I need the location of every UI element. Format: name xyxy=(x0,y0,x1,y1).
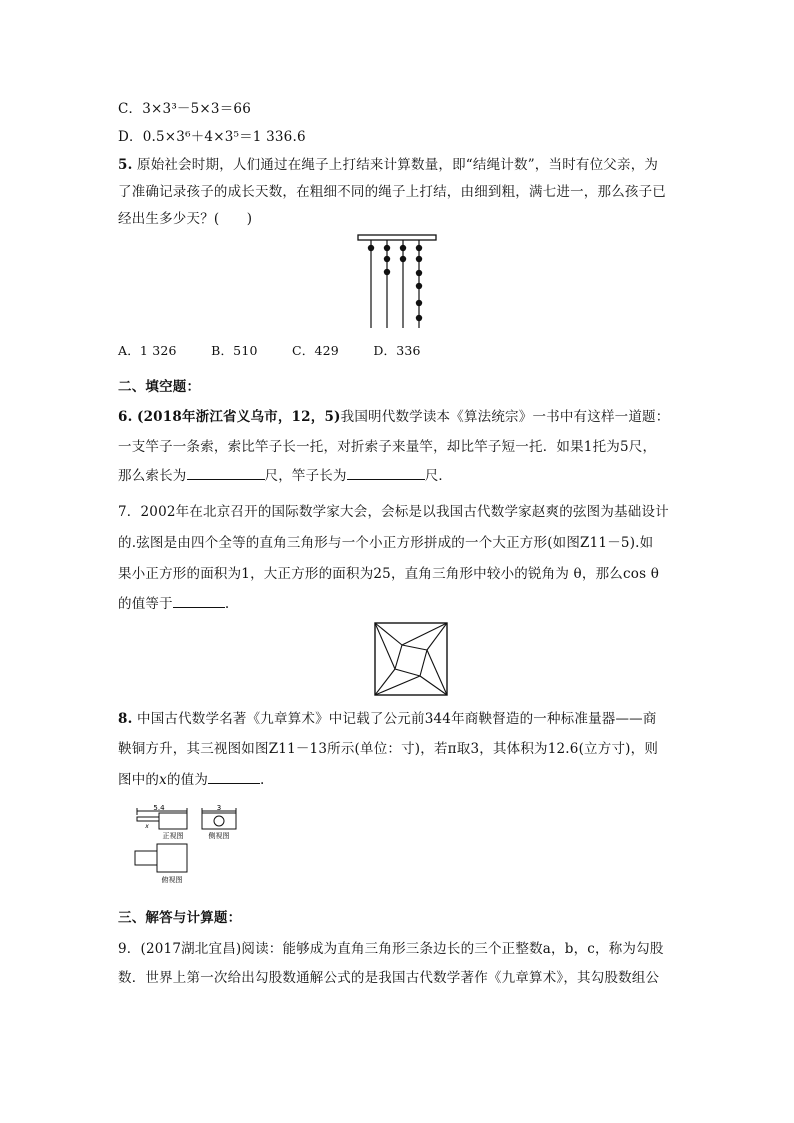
side-view-label: 侧视图 xyxy=(208,832,230,840)
q7-line2: 的.弦图是由四个全等的直角三角形与一个小正方形拼成的一个大正方形(如图Z11－5).如 xyxy=(118,535,654,551)
q6-text-3a: 那么索长为 xyxy=(118,468,187,484)
q5-line1 xyxy=(118,153,658,173)
q6-text-1: 我国明代数学读本《算法统宗》一书中有这样一道题： xyxy=(340,409,670,425)
front-view-body xyxy=(159,813,187,829)
q8-number: 8. xyxy=(118,711,133,727)
top-view-label: 俯视图 xyxy=(161,876,183,884)
q8-blank[interactable] xyxy=(208,770,260,785)
top-view-body xyxy=(157,844,187,872)
front-view-handle xyxy=(137,817,159,821)
front-view-label: 正视图 xyxy=(162,832,184,840)
q7-line1: 7．2002年在北京召开的国际数学家大会，会标是以我国古代数学家赵爽的弦图为基础设计 xyxy=(118,504,669,520)
q8-text-3c: . xyxy=(260,772,265,788)
q6-text-3c: 尺． xyxy=(424,468,453,484)
q9-line1: 9．(2017湖北宜昌)阅读：能够成为直角三角形三条边长的三个正整数a，b，c，称为勾股 xyxy=(118,941,664,957)
dimension-x-label: x xyxy=(145,823,149,830)
knotted-ropes-icon xyxy=(355,232,441,330)
q5-line2: 了准确记录孩子的成长天数，在粗细不同的绳子上打结，由细到粗，满七进一，那么孩子已 xyxy=(118,184,666,200)
dimension-side-label: 3 xyxy=(216,805,222,812)
q5-number: 5. xyxy=(118,157,133,173)
q6-number: 6. xyxy=(118,409,133,425)
q5-option-c: C．429 xyxy=(292,343,339,358)
q6-blank-pole[interactable] xyxy=(347,466,425,481)
three-view-diagram xyxy=(132,805,247,887)
q5-text-1: 原始社会时期，人们通过在绳子上打结来计算数量，即“结绳计数”，当时有位父亲，为 xyxy=(137,157,659,173)
q5-option-a: A．1 326 xyxy=(118,343,177,358)
q8-variable-x: x xyxy=(159,772,167,788)
q5-option-d: D．336 xyxy=(373,343,421,358)
q5-options xyxy=(118,341,421,359)
side-view-circle xyxy=(214,816,224,826)
section-2-title: 二、填空题： xyxy=(118,379,201,395)
q7-text-4a: 的值等于 xyxy=(118,596,173,612)
q9-line2: 数．世界上第一次给出勾股数通解公式的是我国古代数学著作《九章算术》，其勾股数组公 xyxy=(118,970,660,986)
q6-text-3b: 尺，竿子长为 xyxy=(264,468,347,484)
q7-blank[interactable] xyxy=(173,594,225,609)
q6-line1 xyxy=(118,405,669,425)
q5-line3: 经出生多少天？( ) xyxy=(118,211,253,227)
q8-text-3b: 的值为 xyxy=(166,772,209,788)
q5-option-b: B．510 xyxy=(211,343,258,358)
side-view-body xyxy=(202,813,236,829)
q7-line3: 果小正方形的面积为1，大正方形的面积为25，直角三角形中较小的锐角为 θ，那么cos θ xyxy=(118,566,660,582)
q6-source: (2018年浙江省义乌市，12，5) xyxy=(137,409,341,425)
q8-text-1: 中国古代数学名著《九章算术》中记载了公元前344年商鞅督造的一种标准量器——商 xyxy=(137,711,657,727)
q4-option-d: D．0.5×3⁶＋4×3⁵＝1 336.6 xyxy=(118,129,306,145)
q7-text-4b: . xyxy=(224,596,230,612)
dimension-top-label: 5.4 xyxy=(153,805,165,812)
q4-option-c: C．3×3³－5×3＝66 xyxy=(118,101,251,117)
section-3-title: 三、解答与计算题： xyxy=(118,910,242,926)
chord-diagram-icon xyxy=(373,621,449,697)
q6-line3 xyxy=(118,464,452,484)
q8-line2: 鞅铜方升，其三视图如图Z11－13所示(单位：寸)，若π取3，其体积为12.6(立方寸)，则 xyxy=(118,741,659,757)
q6-line2: 一支竿子一条索，索比竿子长一托，对折索子来量竿，却比竿子短一托．如果1托为5尺， xyxy=(118,439,657,455)
top-view-handle xyxy=(135,851,157,865)
q8-text-3a: 图中的 xyxy=(118,772,160,788)
q7-line4 xyxy=(118,592,229,612)
q8-line3 xyxy=(118,768,265,788)
q8-line1 xyxy=(118,707,657,727)
q6-blank-rope[interactable] xyxy=(187,466,265,481)
